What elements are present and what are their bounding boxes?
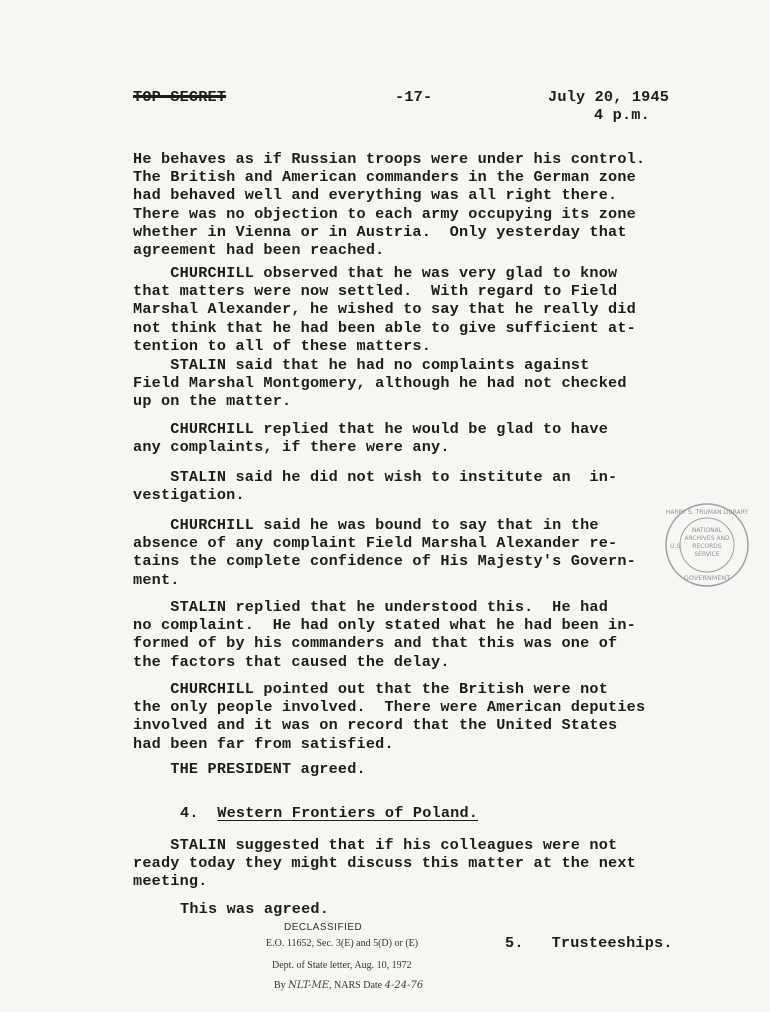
page-number: -17- xyxy=(395,88,433,106)
stamp-by: By xyxy=(274,980,286,991)
paragraph: STALIN replied that he understood this. He had no complaint. He had only stated what he had been in- formed of by his commanders and that this was one of the factors that caused the delay. xyxy=(133,598,636,671)
handwritten-date: 4-24-76 xyxy=(384,980,424,991)
stamp-line: Dept. of State letter, Aug. 10, 1972 xyxy=(272,960,412,971)
paragraph: CHURCHILL pointed out that the British were not the only people involved. There were American deputies involved and it was on record that the United States had been far from satisfied. xyxy=(133,680,646,753)
seal-inner-text: NATIONAL xyxy=(691,527,723,534)
closing-line: This was agreed. xyxy=(180,900,330,918)
stamp-nars: , NARS Date xyxy=(329,980,383,991)
seal-bottom-text: GOVERNMENT xyxy=(683,574,731,582)
classification-marking: TOP SECRET xyxy=(133,88,227,106)
paragraph: CHURCHILL said he was bound to say that in the absence of any complaint Field Marshal Alexander re- tains the complete confidence of His Majesty's Govern- ment. xyxy=(133,516,636,589)
document-time: 4 p.m. xyxy=(594,106,650,124)
paragraph: THE PRESIDENT agreed. xyxy=(133,760,366,778)
stamp-line xyxy=(274,980,423,991)
seal-side-text: U.S. xyxy=(670,543,683,550)
section-heading-5 xyxy=(505,934,673,952)
section-title: Western Frontiers of Poland. xyxy=(217,804,479,822)
handwritten-initials: NLT-ME xyxy=(288,980,330,991)
section-title: Trusteeships. xyxy=(551,934,673,952)
paragraph: STALIN said that he had no complaints against Field Marshal Montgomery, although he had not checked up on the matter. xyxy=(133,356,627,411)
library-seal-icon xyxy=(664,502,750,588)
paragraph: CHURCHILL observed that he was very glad to know that matters were now settled. With regard to Field Marshal Alexander, he wished to say that he really did not think that he had been able to give sufficient at- tention to all of these matters. xyxy=(133,264,636,355)
paragraph: STALIN suggested that if his colleagues were not ready today they might discuss this matter at the next meeting. xyxy=(133,836,636,891)
stamp-line: E.O. 11652, Sec. 3(E) and 5(D) or (E) xyxy=(266,938,419,949)
paragraph: He behaves as if Russian troops were under his control. The British and American commanders in the German zone had behaved well and everything was all right there. There was no objection to each army occupying its zone whether in Vienna or in Austria. Only yesterday that agreement had been reached. xyxy=(133,150,646,260)
paragraph: STALIN said he did not wish to institute an in- vestigation. xyxy=(133,468,618,505)
document-date: July 20, 1945 xyxy=(548,88,670,106)
section-number: 5. xyxy=(505,934,524,952)
section-number: 4. xyxy=(180,804,199,822)
seal-inner-text: SERVICE xyxy=(694,551,720,558)
seal-inner-text: ARCHIVES AND xyxy=(684,535,730,542)
seal-inner-text: RECORDS xyxy=(692,543,722,550)
section-heading-4 xyxy=(180,804,478,822)
paragraph: CHURCHILL replied that he would be glad to have any complaints, if there were any. xyxy=(133,420,609,457)
stamp-title: DECLASSIFIED xyxy=(284,922,363,933)
seal-outer-text: HARRY S. TRUMAN LIBRARY xyxy=(665,509,749,516)
